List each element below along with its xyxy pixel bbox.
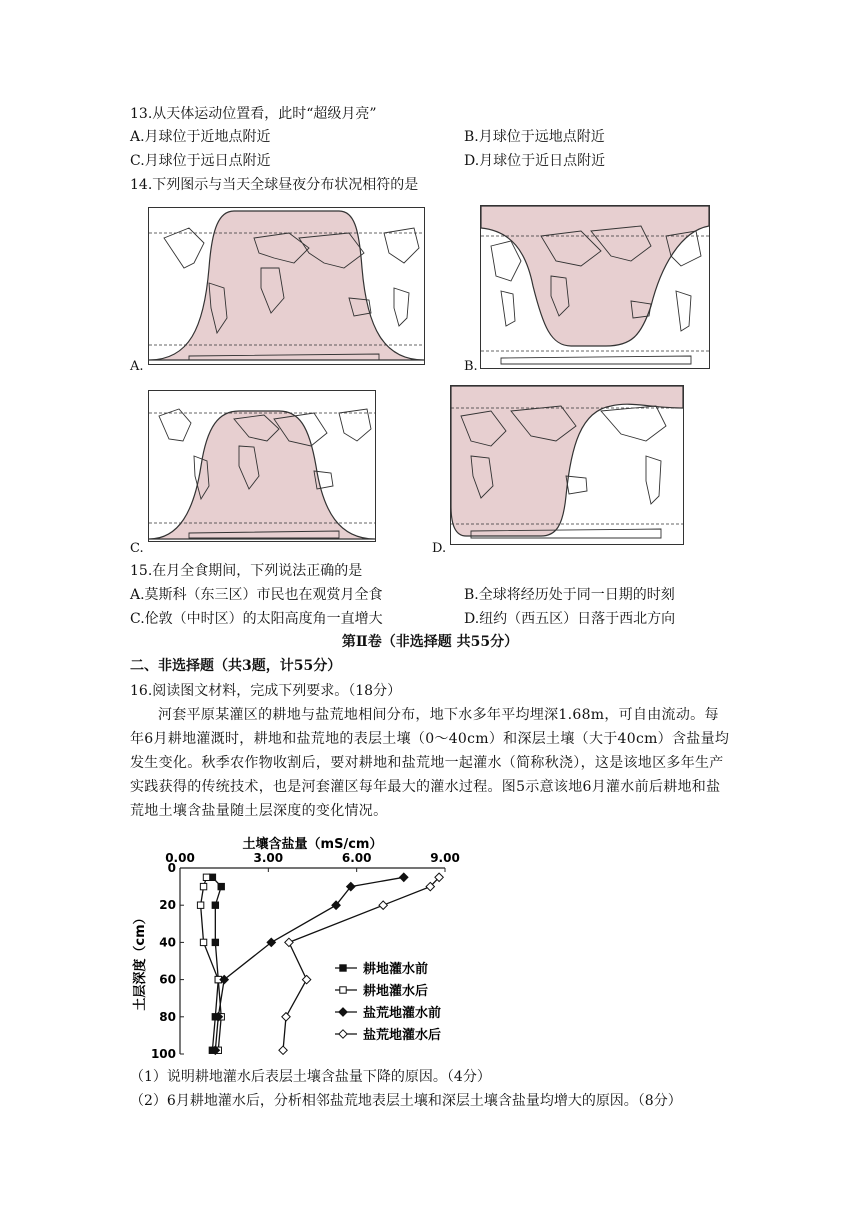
data-point bbox=[212, 939, 218, 945]
data-point bbox=[379, 901, 387, 909]
q13-option-d: D.月球位于近日点附近 bbox=[464, 153, 606, 169]
legend-label: 盐荒地灌水后 bbox=[363, 1028, 442, 1043]
world-map-b bbox=[480, 205, 710, 369]
q15-stem: 15.在月全食期间，下列说法正确的是 bbox=[130, 563, 363, 579]
data-point bbox=[285, 938, 293, 946]
salinity-chart-svg bbox=[130, 837, 470, 1065]
legend-label: 耕地灌水前 bbox=[363, 962, 429, 977]
data-point bbox=[282, 1013, 290, 1021]
map-a-label: A. bbox=[130, 359, 144, 374]
x-tick-label: 3.00 bbox=[253, 851, 284, 865]
q15-option-a: A.莫斯科（东三区）市民也在观赏月全食 bbox=[130, 587, 383, 603]
data-point bbox=[197, 902, 203, 908]
map-b-label: B. bbox=[464, 359, 478, 374]
y-tick-label: 20 bbox=[159, 898, 176, 913]
x-tick-label: 9.00 bbox=[430, 851, 460, 865]
y-tick-label: 60 bbox=[159, 972, 176, 987]
q16-stem: 16.阅读图文材料，完成下列要求。（18分） bbox=[130, 683, 402, 699]
data-point bbox=[400, 873, 408, 881]
q16-material: 河套平原某灌区的耕地与盐荒地相间分布，地下水多年平均埋深1.68m，可自由流动。每年6月耕地灌溉时，耕地和盐荒地的表层土壤（0～40cm）和深层土壤（大于40cm）含盐量均发生变化。秋季农作物收割后，要对耕地和盐荒地一起灌水（简称秋浇），这是该地区多年生产实践获得的传统技术，也是河套灌区每年最大的灌水过程。图5示意该地6月灌水前后耕地和盐荒地土壤含盐量随土层深度的变化情况。 bbox=[130, 707, 730, 819]
world-map-a bbox=[148, 207, 425, 365]
map-c-label: C. bbox=[130, 541, 144, 556]
salinity-chart bbox=[130, 837, 470, 1065]
y-axis-label: 土层深度（cm） bbox=[133, 911, 148, 1011]
y-tick-label: 40 bbox=[159, 935, 176, 950]
data-point bbox=[200, 883, 206, 889]
data-point bbox=[203, 874, 209, 880]
data-point bbox=[279, 1046, 287, 1054]
x-tick-label: 6.00 bbox=[341, 851, 372, 865]
q16-sub2: （2）6月耕地灌水后，分析相邻盐荒地表层土壤和深层土壤含盐量均增大的原因。（8分） bbox=[130, 1093, 682, 1109]
q16-sub1: （1）说明耕地灌水后表层土壤含盐量下降的原因。（4分） bbox=[130, 1069, 491, 1085]
legend-label: 耕地灌水后 bbox=[363, 984, 429, 999]
legend-marker bbox=[340, 965, 346, 971]
world-map-d bbox=[450, 385, 684, 545]
section-title: 第Ⅱ卷（非选择题 共55分） bbox=[341, 634, 519, 650]
data-point bbox=[200, 939, 206, 945]
data-point bbox=[218, 883, 224, 889]
chart-title: 土壤含盐量（mS/cm） bbox=[242, 837, 383, 852]
data-point bbox=[212, 902, 218, 908]
map-d-label: D. bbox=[432, 541, 447, 556]
q15-option-b: B.全球将经历处于同一日期的时刻 bbox=[464, 587, 675, 603]
y-tick-label: 100 bbox=[150, 1047, 176, 1061]
section-heading: 二、非选择题（共3题，计55分） bbox=[130, 658, 342, 674]
q15-option-c: C.伦敦（中时区）的太阳高度角一直增大 bbox=[130, 611, 383, 627]
q13-stem: 13.从天体运动位置看，此时“超级月亮” bbox=[130, 106, 377, 122]
y-tick-label: 0 bbox=[167, 861, 176, 875]
q13-option-b: B.月球位于远地点附近 bbox=[464, 129, 605, 145]
q15-option-d: D.纽约（西五区）日落于西北方向 bbox=[464, 611, 676, 627]
legend-marker bbox=[339, 1008, 347, 1016]
world-map-c bbox=[148, 390, 376, 542]
x-tick-label: 0.00 bbox=[165, 851, 195, 865]
legend-label: 盐荒地灌水前 bbox=[363, 1006, 442, 1021]
q13-option-a: A.月球位于近地点附近 bbox=[130, 129, 271, 145]
q13-option-c: C.月球位于远日点附近 bbox=[130, 153, 271, 169]
q14-stem: 14.下列图示与当天全球昼夜分布状况相符的是 bbox=[130, 177, 419, 193]
legend-marker bbox=[339, 1030, 347, 1038]
legend-marker bbox=[340, 987, 346, 993]
data-point bbox=[302, 975, 310, 983]
y-tick-label: 80 bbox=[159, 1009, 176, 1024]
